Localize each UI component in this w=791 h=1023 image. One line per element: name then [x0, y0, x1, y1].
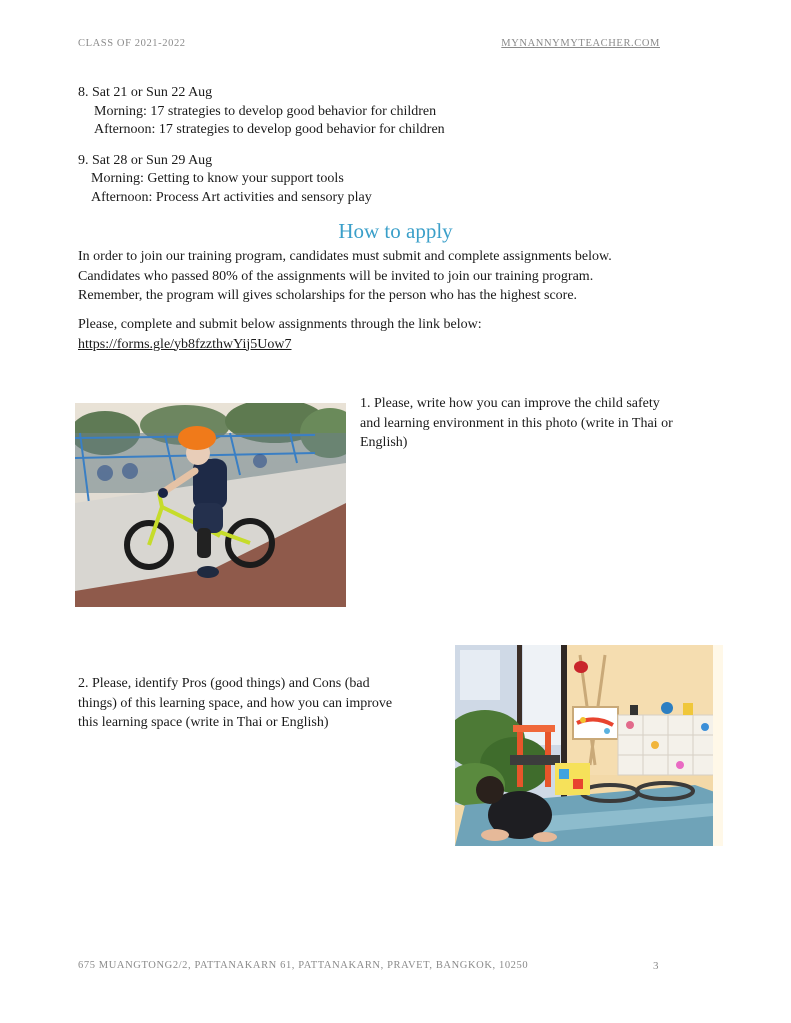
assignment-2-photo [455, 645, 723, 846]
assignment-1-line: English) [360, 435, 408, 450]
page-number: 3 [653, 960, 659, 972]
assignment-2-line: 2. Please, identify Pros (good things) and Cons (bad [78, 676, 370, 691]
header-class-year: CLASS OF 2021-2022 [78, 38, 186, 49]
apply-intro-line: Remember, the program will gives scholarships for the person who has the highest score. [78, 288, 578, 303]
section-heading-how-to-apply: How to apply [338, 219, 453, 243]
schedule-item-afternoon: Afternoon: Process Art activities and sensory play [91, 190, 372, 205]
apply-instruction-block [78, 315, 482, 354]
assignment-2-line: things) of this learning space, and how you can improve [78, 695, 393, 711]
apply-intro-line: Candidates who passed 80% of the assignments will be invited to join our training program. [78, 268, 594, 284]
header-website-link[interactable]: MYNANNYMYTEACHER.COM [501, 38, 660, 49]
apply-intro [78, 247, 612, 306]
footer-address: 675 MUANGTONG2/2, PATTANAKARN 61, PATTANAKARN, PRAVET, BANGKOK, 10250 [78, 960, 529, 971]
assignment-2-line: this learning space (write in Thai or English) [78, 715, 329, 730]
schedule-item-morning: Morning: 17 strategies to develop good behavior for children [94, 104, 437, 119]
assignment-1-question [360, 394, 673, 453]
schedule-item-morning: Morning: Getting to know your support tools [91, 171, 344, 186]
assignment-1-line: 1. Please, write how you can improve the child safety [360, 396, 660, 411]
assignment-1-line: and learning environment in this photo (write in Thai or [360, 415, 673, 431]
schedule-item-afternoon: Afternoon: 17 strategies to develop good behavior for children [94, 122, 445, 137]
assignment-1-photo [75, 403, 346, 607]
apply-intro-line: In order to join our training program, candidates must submit and complete assignments below. [78, 249, 612, 264]
learning-space-photo-image [455, 645, 723, 846]
application-form-link[interactable]: https://forms.gle/yb8fzzthwYij5Uow7 [78, 336, 292, 352]
schedule-item-title: 8. Sat 21 or Sun 22 Aug [78, 85, 213, 100]
apply-instruction: Please, complete and submit below assignments through the link below: [78, 317, 482, 332]
assignment-2-question [78, 674, 392, 733]
schedule-item-title: 9. Sat 28 or Sun 29 Aug [78, 153, 213, 168]
balance-bike-photo-image [75, 403, 346, 607]
